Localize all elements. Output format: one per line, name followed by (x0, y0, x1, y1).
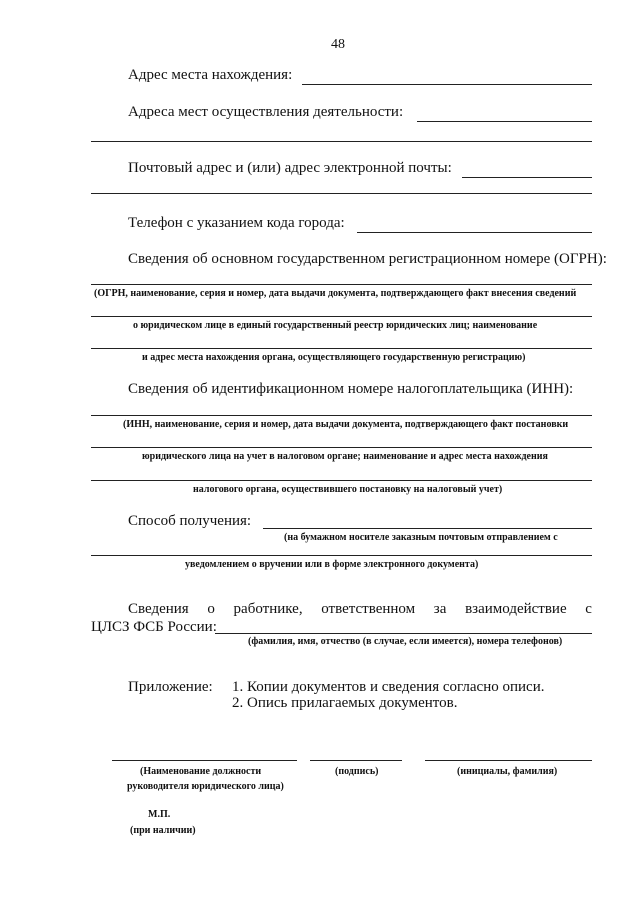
inn-field-1[interactable] (91, 415, 592, 416)
activity-addresses-field-1[interactable] (417, 121, 592, 122)
signature-hint: (подпись) (335, 766, 379, 777)
stamp-note: (при наличии) (130, 825, 196, 836)
ogrn-field-3[interactable] (91, 348, 592, 349)
postal-field-1[interactable] (462, 177, 592, 178)
receipt-label: Способ получения: (128, 513, 252, 529)
inn-hint-2: юридического лица на учет в налоговом органе; наименование и адрес места нахождения (142, 451, 548, 462)
initials-field[interactable] (425, 760, 592, 761)
employee-word: взаимодействие (465, 601, 567, 617)
location-field[interactable] (302, 84, 592, 85)
inn-field-3[interactable] (91, 480, 592, 481)
employee-hint: (фамилия, имя, отчество (в случае, если имеется), номера телефонов) (248, 636, 563, 647)
ogrn-label: Сведения об основном государственном регистрационном номере (ОГРН): (128, 251, 607, 267)
position-hint-1: (Наименование должности (140, 766, 262, 777)
phone-label: Телефон с указанием кода города: (128, 215, 345, 231)
appendix-item-1: 1. Копии документов и сведения согласно описи. (232, 679, 545, 695)
inn-hint-3: налогового органа, осуществившего постановку на налоговый учет) (193, 484, 503, 495)
stamp-mp: М.П. (148, 809, 171, 820)
employee-word: с (585, 601, 592, 617)
employee-word: работнике, (233, 601, 303, 617)
employee-word: о (207, 601, 215, 617)
activity-addresses-field-2[interactable] (91, 141, 592, 142)
inn-field-2[interactable] (91, 447, 592, 448)
ogrn-hint-2: о юридическом лице в единый государственный реестр юридических лиц; наименование (133, 320, 538, 331)
initials-hint: (инициалы, фамилия) (457, 766, 558, 777)
receipt-hint-1: (на бумажном носителе заказным почтовым отправлением с (284, 532, 558, 543)
ogrn-field-1[interactable] (91, 284, 592, 285)
employee-label-line-1 (128, 601, 592, 618)
inn-hint-1: (ИНН, наименование, серия и номер, дата выдачи документа, подтверждающего факт постановки (123, 419, 569, 430)
position-hint-2: руководителя юридического лица) (127, 781, 284, 792)
receipt-field-1[interactable] (263, 528, 592, 529)
employee-word: ответственном (321, 601, 416, 617)
location-label: Адрес места нахождения: (128, 67, 293, 83)
page-number: 48 (331, 37, 345, 52)
appendix-label: Приложение: (128, 679, 213, 695)
inn-label: Сведения об идентификационном номере налогоплательщика (ИНН): (128, 381, 574, 397)
ogrn-hint-3: и адрес места нахождения органа, осуществляющего государственную регистрацию) (142, 352, 526, 363)
employee-field[interactable] (215, 633, 592, 634)
employee-label-line-2: ЦЛСЗ ФСБ России: (91, 619, 217, 635)
signature-field[interactable] (310, 760, 402, 761)
postal-field-2[interactable] (91, 193, 592, 194)
position-field[interactable] (112, 760, 297, 761)
activity-addresses-label: Адреса мест осуществления деятельности: (128, 104, 404, 120)
employee-word: за (433, 601, 447, 617)
ogrn-hint-1: (ОГРН, наименование, серия и номер, дата выдачи документа, подтверждающего факт внесения сведений (94, 288, 577, 299)
appendix-item-2: 2. Опись прилагаемых документов. (232, 695, 458, 711)
phone-field[interactable] (357, 232, 592, 233)
receipt-field-2[interactable] (91, 555, 592, 556)
postal-label: Почтовый адрес и (или) адрес электронной почты: (128, 160, 452, 176)
receipt-hint-2: уведомлением о вручении или в форме электронного документа) (185, 559, 479, 570)
ogrn-field-2[interactable] (91, 316, 592, 317)
employee-word: Сведения (128, 601, 189, 617)
